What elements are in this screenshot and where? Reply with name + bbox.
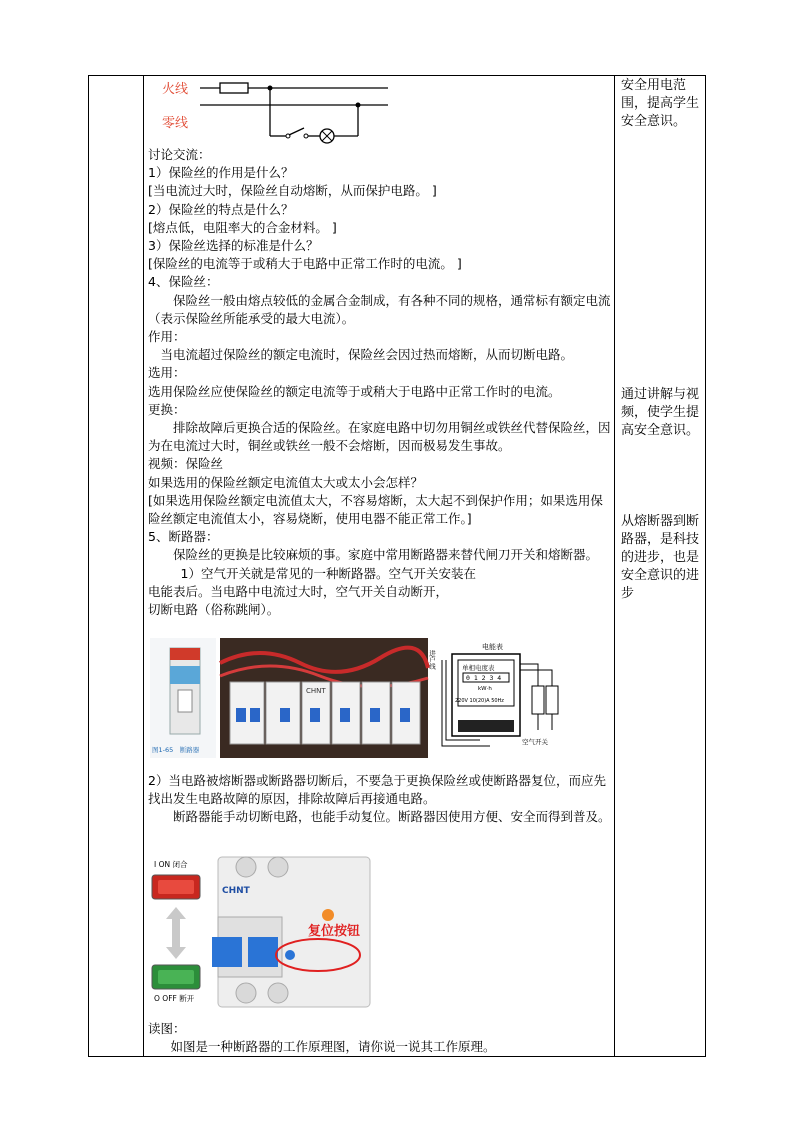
answer-3: [保险丝的电流等于或稍大于电路中正常工作时的电流。 ] xyxy=(148,256,462,272)
panel-brand: CHNT xyxy=(306,687,326,695)
fuse-description: 保险丝一般由熔点较低的金属合金制成，有各种不同的规格，通常标有额定电流（表示保险丝所能承受的最大电流）。 xyxy=(148,292,611,326)
function-heading: 作用： xyxy=(148,329,186,345)
breaker-intro: 保险丝的更换是比较麻烦的事。家庭中常用断路器来替代闸刀开关和熔断器。 xyxy=(173,547,599,563)
selection-text: 选用保险丝应使保险丝的额定电流等于或稍大于电路中正常工作时的电流。 xyxy=(148,383,561,399)
read-figure-prompt: 如图是一种断路器的工作原理图，请你说一说其工作原理。 xyxy=(170,1039,496,1055)
blank-column xyxy=(89,76,144,1057)
answer-2: [熔点低，电阻率大的合金材料。 ] xyxy=(148,219,337,235)
fuse-symbol xyxy=(220,83,248,93)
main-content-lower xyxy=(148,772,614,827)
question-4: 如果选用的保险丝额定电流值太大或太小会怎样？ xyxy=(148,474,424,490)
section-fuse-heading: 4、保险丝： xyxy=(148,274,219,290)
switch-symbol xyxy=(289,128,304,135)
reset-button-label: 复位按钮 xyxy=(308,924,361,939)
reset-advice: 2）当电路被熔断器或断路器切断后，不要急于更换保险丝或使断路器复位，而应先找出发生电路故障的原因，排除故障后再接通电路。 xyxy=(148,773,606,807)
neutral-wire-label: 零线 xyxy=(162,116,189,131)
single-breaker-photo xyxy=(150,638,216,758)
air-switch-line-1: 1）空气开关就是常见的一种断路器。空气开关安装在 xyxy=(180,565,476,581)
selection-heading: 选用： xyxy=(148,365,186,381)
meter-unit: kW·h xyxy=(478,686,492,692)
main-content xyxy=(148,146,614,619)
function-text: 当电流超过保险丝的额定电流时，保险丝会因过热而熔断，从而切断电路。 xyxy=(160,347,574,363)
fuse-circuit-diagram xyxy=(158,78,398,146)
breaker-summary: 断路器能手动切断电路，也能手动复位。断路器因使用方便、安全而得到普及。 xyxy=(173,809,611,825)
inlet-label: 进户线 xyxy=(428,650,436,670)
main-content-end xyxy=(148,1020,614,1056)
video-label: 视频：保险丝 xyxy=(148,456,224,472)
breaker-brand: CHNT xyxy=(222,886,250,896)
replacement-heading: 更换： xyxy=(148,401,186,417)
on-off-indicator xyxy=(150,855,204,1005)
replacement-text: 排除故障后更换合适的保险丝。在家庭电路中切勿用铜丝或铁丝代替保险丝，因为在电流过大时，铜丝或铁丝一般不会熔断，因而极易发生事故。 xyxy=(148,420,611,454)
question-3: 3）保险丝选择的标准是什么？ xyxy=(148,238,319,254)
meter-wiring-diagram xyxy=(430,640,564,762)
note-video-safety: 通过讲解与视频，使学生提高安全意识。 xyxy=(621,387,700,438)
reset-button xyxy=(322,909,334,921)
section-breaker-heading: 5、断路器： xyxy=(148,529,219,545)
figure-caption: 图1-65 断路器 xyxy=(152,746,200,754)
answer-1: [当电流过大时，保险丝自动熔断，从而保护电路。 ] xyxy=(148,183,437,199)
discussion-heading: 讨论交流： xyxy=(148,147,211,162)
air-switch-line-2: 电能表后。当电路中电流过大时，空气开关自动断开， xyxy=(148,583,449,599)
off-label: O OFF 断开 xyxy=(154,994,195,1003)
question-2: 2）保险丝的特点是什么？ xyxy=(148,201,294,217)
meter-name: 单相电度表 xyxy=(462,664,495,672)
air-switch-label: 空气开关 xyxy=(522,738,548,746)
answer-4: [如果选用保险丝额定电流值太大，不容易熔断，太大起不到保护作用；如果选用保险丝额定电流值太小，容易烧断，使用电器不能正常工作。] xyxy=(148,492,603,527)
breaker-panel-photo xyxy=(220,638,428,758)
breaker-reset-photo xyxy=(206,845,382,1017)
air-switch-line-3: 切断电路（俗称跳闸）。 xyxy=(148,602,280,618)
meter-digits: 0 1 2 3 4 xyxy=(466,674,502,682)
on-label: I ON 闭合 xyxy=(154,860,188,869)
meter-title: 电能表 xyxy=(482,643,503,651)
read-figure-heading: 读图： xyxy=(148,1021,186,1036)
note-safety-scope: 安全用电范围，提高学生安全意识。 xyxy=(621,78,700,129)
live-wire-label: 火线 xyxy=(162,82,189,97)
meter-spec: 220V 10(20)A 50Hz xyxy=(455,698,504,704)
question-1: 1）保险丝的作用是什么？ xyxy=(148,165,294,181)
note-technology-progress: 从熔断器到断路器，是科技的进步，也是安全意识的进步 xyxy=(621,514,700,601)
